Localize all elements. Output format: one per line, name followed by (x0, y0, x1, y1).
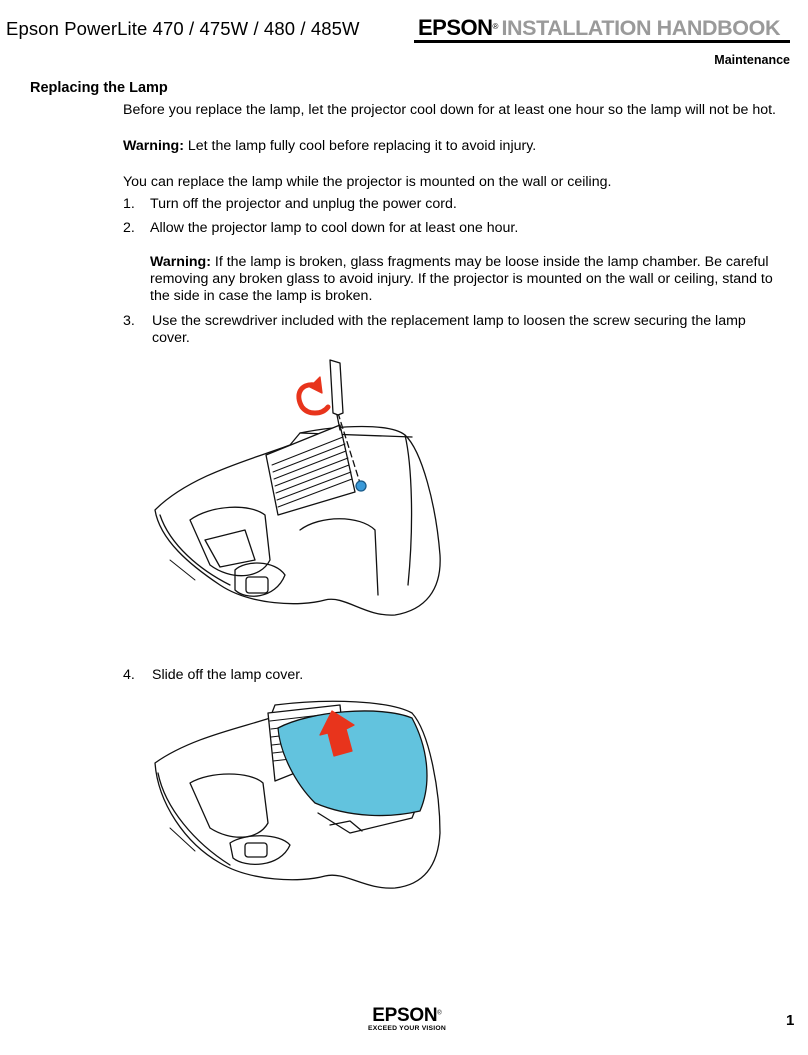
step-number: 4. (123, 667, 135, 683)
footer-epson-logo: EPSON (372, 1005, 438, 1026)
step-number: 3. (123, 313, 135, 329)
step-number: 1. (123, 196, 135, 212)
warning-text: If the lamp is broken, glass fragments may be loose inside the lamp chamber. Be careful removing any broken glass to avoid injury. If the projector is mounted on the wall or ceiling, stand to the side in case the lamp is broken. (150, 254, 773, 304)
warning-cool-lamp (123, 138, 793, 155)
section-label: Maintenance (714, 53, 790, 67)
step-text: Use the screwdriver included with the replacement lamp to loosen the screw securing the lamp cover. (152, 313, 746, 346)
warning-label: Warning: (123, 138, 184, 154)
warning-label: Warning: (150, 254, 211, 270)
model-title: Epson PowerLite 470 / 475W / 480 / 485W (6, 18, 360, 39)
footer-tagline: EXCEED YOUR VISION (368, 1025, 446, 1032)
step-text: Turn off the projector and unplug the power cord. (150, 196, 457, 212)
page-header (0, 0, 808, 48)
warning-text: Let the lamp fully cool before replacing it to avoid injury. (183, 138, 537, 154)
footer-logo (362, 1005, 452, 1032)
epson-logo: EPSON (418, 15, 493, 40)
page-heading: Replacing the Lamp (30, 80, 168, 96)
header-rule (414, 40, 790, 43)
illustration-slide-cover (150, 693, 450, 893)
page-number: 1 (786, 1012, 795, 1029)
intro-paragraph: Before you replace the lamp, let the projector cool down for at least one hour so the lamp will not be hot. (123, 102, 776, 118)
warning-broken-lamp (150, 254, 796, 305)
handbook-title: INSTALLATION HANDBOOK (501, 16, 781, 40)
step-text: Slide off the lamp cover. (152, 667, 304, 683)
step-number: 2. (123, 220, 135, 236)
illustration-loosen-screw (150, 355, 450, 620)
registered-mark: ® (492, 21, 499, 31)
mount-note: You can replace the lamp while the projector is mounted on the wall or ceiling. (123, 174, 612, 190)
footer-registered-mark: ® (437, 1010, 442, 1017)
step-text: Allow the projector lamp to cool down for at least one hour. (150, 220, 519, 236)
header-brand (418, 15, 780, 41)
